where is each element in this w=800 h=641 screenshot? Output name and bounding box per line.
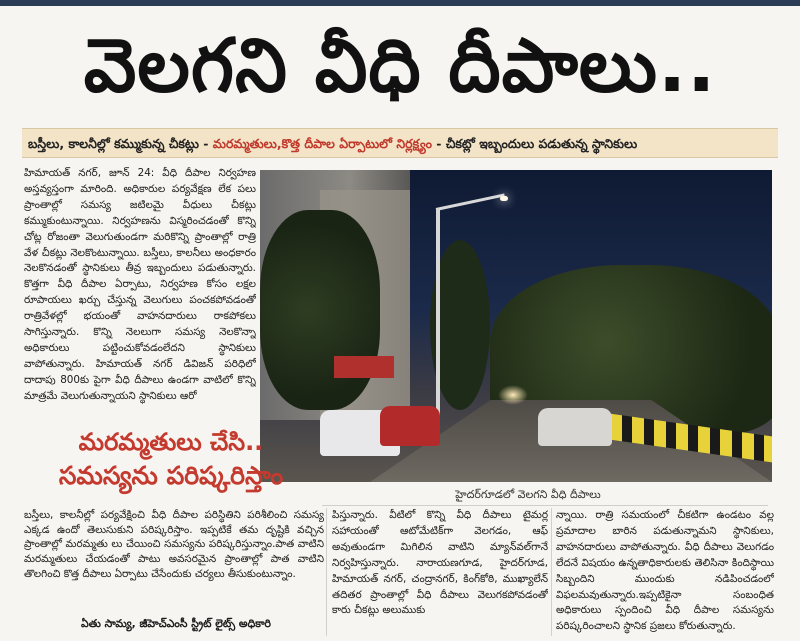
car-red [380,406,440,446]
sub-headline-strap [22,128,778,158]
trees-left-shape [260,210,380,410]
article-right-column: న్నాయి. రాత్రి సమయంలో చీకటిగా ఉండటం వల్ల ప్రమాదాల బారిన పడుతున్నామని స్థానికులు, వాహనదారులు వాపోతున్నారు. వీధి దీపాలు వెలుగడం లేదనే విషయం ఉన్నతాధికారులకు తెలిసినా కిందిస్థాయి సిబ్బందిని ముందుకు నడిపించడంలో విఫలమవుతున్నారు.ఇప్పటికైనా సంబంధిత అధికారులు స్పందించి వీధి దీపాల సమస్యను పరిష్కరించాలని స్థానిక ప్రజలు కోరుతున్నారు. [556,509,774,633]
street-light-arm [436,193,505,210]
street-light-lamp [500,196,508,201]
article-left-column: హిమాయత్ నగర్, జూన్ 24: వీధి దీపాల నిర్వహణ అస్తవ్యస్తంగా మారింది. అధికారుల పర్యవేక్షణ లేక పలు ప్రాంతాల్లో సమస్య జటిలమై వీధులు చీకట్లు కమ్ముకుంటున్నాయి. నిర్వహణను విస్మరించడంతో కొన్ని చోట్ల రోజంతా వెలుగుతుండగా మరికొన్ని ప్రాంతాల్లో రాత్రి వేళ చీకట్లు నెలకొంటున్నాయి. బస్తీలు, కాలనీలు అంధకారం నెలకొనడంతో స్థానికులు తీవ్ర ఇబ్బందులు పడుతున్నారు. కొత్తగా వీధి దీపాల ఏర్పాటు, నిర్వహణ కోసం లక్షల రూపాయలు ఖర్చు చేస్తున్న వెలుగులు పంచకపోవడంతో రాత్రివేళల్లో భయంతో వాహనదారులు రాకపోకలు సాగిస్తున్నారు. కొన్ని నెలలుగా సమస్య నెలకొన్నా అధికారులు పట్టించుకోవడంలేదని స్థానికులు వాపోతున్నారు. హిమాయత్ నగర్ డివిజన్ పరిధిలో దాదాపు 800కు పైగా వీధి దీపాలు ఉండగా వాటిలో కొన్ని మాత్రమే వెలుగుతున్నాయని స్థానికులు ఆరో [24,167,256,402]
strap-right-text: - చీకట్లో ఇబ్బందులు పడుతున్న స్థానికులు [431,136,638,151]
strap-highlight-text: మరమ్మతులు,కొత్త దీపాల ఏర్పాటులో నిర్లక్ష్యం [212,136,432,151]
article-middle-column: పిస్తున్నారు. వీటిలో కొన్ని వీధి దీపాలు టైమర్ల సహాయంతో ఆటోమేటిక్‌గా వెలగడం, ఆఫ్ అవుతుండగా మిగిలిన వాటిని మ్యాన్‌వల్‌గానే నిర్వహిస్తున్నారు. నారాయణగూడ, హైదర్‌గూడ, హిమాయత్ నగర్, చంద్రానగర్, కింగ్‌కోఠి, ముఖ్యాలేన్ తదితర ప్రాంతాల్లో వీధి దీపాలు వెలుగకపోవడంతో కారు చీకట్లు అలుముకు [332,509,548,617]
pull-quote-body: బస్తీలు, కాలనీల్లో పర్యవేక్షించి వీధి దీపాల పరిస్థితిని పరిశీలించి సమస్య ఎక్కడ ఉందో తెలుసుకుని పరిష్కరిస్తాం. ఇప్పటికే తమ దృష్టికి వచ్చిన ప్రాంతాల్లో మరమ్మతు లు చేయించి సమస్యను పరిష్కరిస్తున్నాం.పాత వాటిని మరమ్మతులు చేయడంతో పాటు అవసరమైన ప్రాంతాల్లో పాత వాటిని తొలగించి కొత్త దీపాలు ఏర్పాటు చేసేందుకు చర్యలు తీసుకుంటున్నాం. [24,509,324,580]
street-light-pole [436,210,440,440]
column-divider [551,508,552,636]
headlight-glow [498,385,528,405]
headline: వెలగని వీధి దీపాలు.. [83,23,717,109]
shop-sign-shape [334,356,394,378]
pull-quote-heading [22,426,320,502]
top-color-bar [0,0,800,6]
pull-quote-line-1: మరమ్మతులు చేసి.. [78,428,264,456]
pull-quote-byline: ఏతు సామ్య, జీహెచ్ఎంసీ స్ట్రీట్ లైట్స్ అధికారి [81,617,271,630]
street-photo [260,170,772,482]
column-divider [326,508,327,636]
photo-caption: హైదర్‌గూడలో వెలగని వీధి దీపాలు [455,488,601,501]
pull-quote-line-2: సమస్యను పరిష్కరిస్తాం [58,461,284,490]
car-silver [538,408,612,446]
strap-left-text: బస్తీలు, కాలనీల్లో కమ్ముకున్న చీకట్లు - [28,136,213,151]
